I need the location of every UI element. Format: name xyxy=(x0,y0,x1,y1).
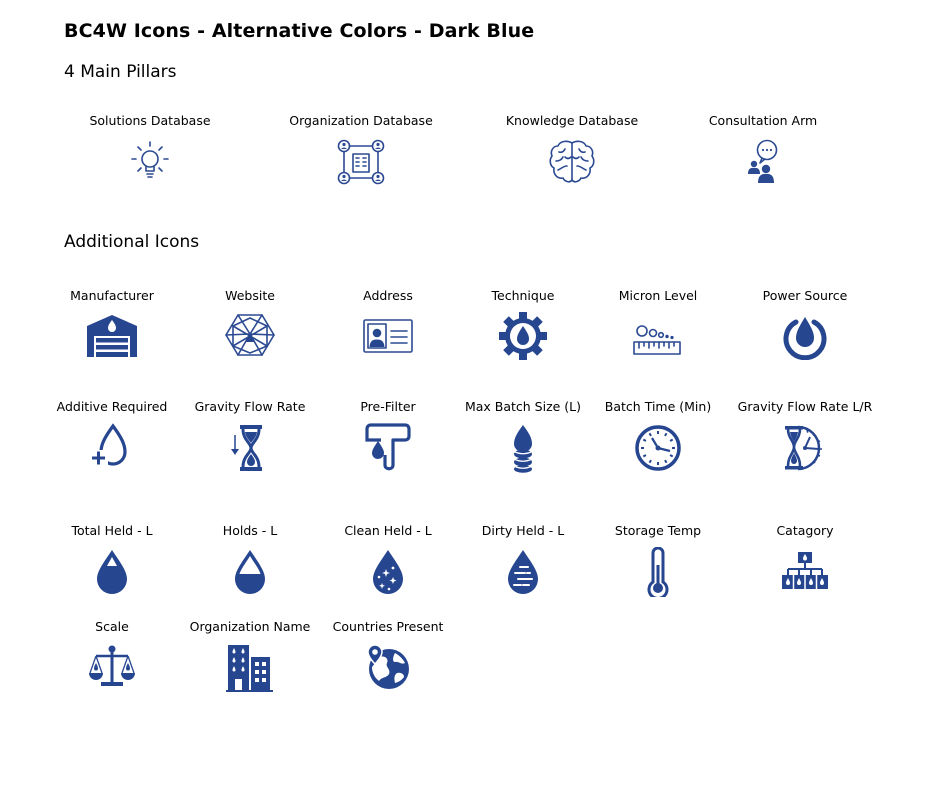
icon-cell-dirty-held xyxy=(448,523,598,597)
icon-label: Batch Time (Min) xyxy=(604,399,712,414)
icon-label: Micron Level xyxy=(618,288,698,303)
icon-label: Gravity Flow Rate L/R xyxy=(737,399,873,414)
additional-heading: Additional Icons xyxy=(64,232,200,252)
icon-cell-address xyxy=(313,288,463,358)
icon-cell-batch-time xyxy=(583,399,733,473)
building-icon xyxy=(223,643,277,693)
website-network-icon xyxy=(223,312,277,358)
clock-icon xyxy=(631,423,685,473)
icon-label: Catagory xyxy=(776,523,834,538)
icon-label: Scale xyxy=(95,619,129,634)
icon-label: Power Source xyxy=(762,288,848,303)
icon-label: Dirty Held - L xyxy=(481,523,565,538)
icon-label: Countries Present xyxy=(332,619,444,634)
icon-cell-power-source xyxy=(730,288,880,360)
icon-label: Gravity Flow Rate xyxy=(194,399,306,414)
icon-cell-micron-level xyxy=(583,288,733,358)
gear-drop-icon xyxy=(496,312,550,360)
icon-cell-manufacturer xyxy=(37,288,187,358)
icon-cell-holds xyxy=(175,523,325,597)
hourglass-icon xyxy=(223,423,277,473)
icon-cell-countries-present xyxy=(313,619,463,693)
pillar-organization-database xyxy=(286,113,436,187)
icon-cell-pre-filter xyxy=(313,399,463,473)
icon-cell-max-batch-size xyxy=(448,399,598,473)
icon-label: Total Held - L xyxy=(71,523,153,538)
icon-cell-gravity-flow-rate xyxy=(175,399,325,473)
icon-cell-website xyxy=(175,288,325,358)
pillar-knowledge-database xyxy=(497,113,647,187)
icon-cell-catagory xyxy=(730,523,880,597)
icon-cell-clean-held xyxy=(313,523,463,597)
pillars-heading: 4 Main Pillars xyxy=(64,62,177,82)
icon-cell-gravity-flow-rate-lr xyxy=(730,399,880,473)
thermometer-icon xyxy=(631,547,685,597)
icon-label: Holds - L xyxy=(222,523,278,538)
drop-plus-icon xyxy=(85,423,139,473)
ruler-bubbles-icon xyxy=(631,312,685,358)
lightbulb-icon xyxy=(125,137,175,187)
pillar-consultation-arm xyxy=(688,113,838,187)
icon-cell-technique xyxy=(448,288,598,360)
icon-label: Technique xyxy=(491,288,555,303)
consultation-people-icon xyxy=(738,137,788,187)
page-title: BC4W Icons - Alternative Colors - Dark Blue xyxy=(64,20,535,42)
paint-roller-icon xyxy=(361,423,415,473)
icon-cell-total-held xyxy=(37,523,187,597)
icon-label: Max Batch Size (L) xyxy=(464,399,582,414)
icon-label: Additive Required xyxy=(56,399,168,414)
icon-label: Pre-Filter xyxy=(360,399,416,414)
organization-network-icon xyxy=(336,137,386,187)
power-drop-icon xyxy=(778,312,832,360)
icon-cell-storage-temp xyxy=(583,523,733,597)
icon-label: Website xyxy=(225,288,275,303)
full-drop-icon xyxy=(85,547,139,597)
pillar-label: Consultation Arm xyxy=(708,113,818,128)
half-drop-icon xyxy=(223,547,277,597)
icon-label: Storage Temp xyxy=(614,523,702,538)
icon-label: Address xyxy=(363,288,413,303)
id-card-icon xyxy=(361,312,415,358)
factory-icon xyxy=(85,312,139,358)
dirty-drop-icon xyxy=(496,547,550,597)
icon-cell-scale xyxy=(37,619,187,691)
balance-scale-icon xyxy=(85,643,139,691)
icon-cell-organization-name xyxy=(175,619,325,693)
drop-stack-icon xyxy=(496,423,550,473)
hierarchy-icon xyxy=(778,547,832,597)
pillar-label: Knowledge Database xyxy=(505,113,639,128)
pillar-solutions-database xyxy=(75,113,225,187)
clean-drop-icon xyxy=(361,547,415,597)
pillar-label: Solutions Database xyxy=(89,113,211,128)
brain-icon xyxy=(547,137,597,187)
icon-label: Organization Name xyxy=(189,619,311,634)
icon-label: Manufacturer xyxy=(70,288,154,303)
icon-label: Clean Held - L xyxy=(344,523,432,538)
icon-cell-additive-required xyxy=(37,399,187,473)
pillar-label: Organization Database xyxy=(289,113,433,128)
hourglass-clock-icon xyxy=(778,423,832,473)
globe-pin-icon xyxy=(361,643,415,693)
